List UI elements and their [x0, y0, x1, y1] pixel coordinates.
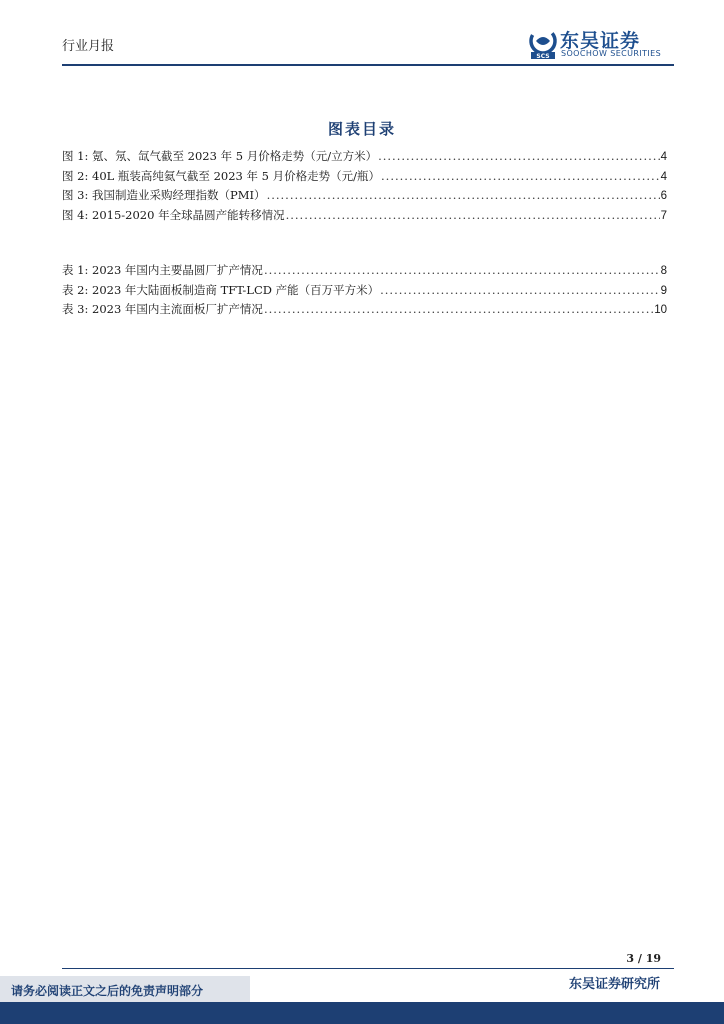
- footer-divider: [62, 968, 674, 969]
- toc-entry-page: 4: [660, 170, 667, 183]
- toc-entry-label: 图 2: 40L 瓶装高纯氦气截至 2023 年 5 月价格走势（元/瓶）: [62, 168, 381, 183]
- toc-entry-label: 表 2: 2023 年大陆面板制造商 TFT-LCD 产能（百万平方米）: [62, 282, 380, 297]
- toc-dot-leader: [380, 283, 659, 297]
- svg-text:SCS: SCS: [536, 53, 550, 59]
- toc-dot-leader: [264, 263, 660, 277]
- toc-entry-page: 7: [660, 209, 667, 222]
- toc-entry-page: 4: [660, 151, 667, 163]
- table-list: [62, 262, 667, 321]
- toc-entry-page: 8: [660, 265, 667, 277]
- report-type-label: 行业月报: [62, 39, 115, 54]
- toc-dot-leader: [264, 302, 653, 316]
- toc-entry-figure-4[interactable]: [62, 207, 667, 227]
- toc-entry-page: 6: [660, 190, 667, 202]
- header-divider: [62, 64, 674, 66]
- toc-entry-label: 图 3: 我国制造业采购经理指数（PMI）: [62, 188, 266, 202]
- toc-entry-figure-2[interactable]: [62, 168, 667, 188]
- scs-logo-icon: [527, 27, 559, 59]
- disclaimer-text: 请务必阅读正文之后的免责声明部分: [11, 984, 204, 998]
- logo-chinese-name: 东吴证券: [560, 30, 641, 52]
- toc-entry-table-1[interactable]: [62, 262, 667, 282]
- toc-entry-label: 图 1: 氪、氖、氙气截至 2023 年 5 月价格走势（元/立方米）: [62, 149, 378, 163]
- footer-organization: 东吴证券研究所: [568, 977, 660, 992]
- toc-entry-label: 表 1: 2023 年国内主要晶圆厂扩产情况: [62, 263, 263, 277]
- toc-dot-leader: [378, 149, 660, 163]
- toc-dot-leader: [381, 169, 660, 183]
- toc-entry-page: 9: [660, 284, 667, 297]
- toc-entry-figure-1[interactable]: [62, 148, 667, 168]
- logo-english-name: SOOCHOW SECURITIES: [561, 49, 662, 58]
- figure-list: [62, 148, 667, 226]
- disclaimer-banner: [0, 976, 250, 1002]
- toc-entry-table-2[interactable]: [62, 282, 667, 302]
- page-number: 3 / 19: [626, 952, 661, 965]
- toc-title: 图表目录: [327, 120, 396, 138]
- toc-dot-leader: [286, 208, 660, 222]
- toc-entry-page: 10: [654, 304, 667, 316]
- footer-bar: [0, 1002, 724, 1024]
- toc-dot-leader: [267, 188, 660, 202]
- toc-entry-figure-3[interactable]: [62, 187, 667, 207]
- toc-entry-label: 表 3: 2023 年国内主流面板厂扩产情况: [62, 302, 263, 316]
- soochow-logo: [527, 26, 677, 60]
- toc-entry-label: 图 4: 2015-2020 年全球晶圆产能转移情况: [62, 207, 285, 222]
- toc-entry-table-3[interactable]: [62, 301, 667, 321]
